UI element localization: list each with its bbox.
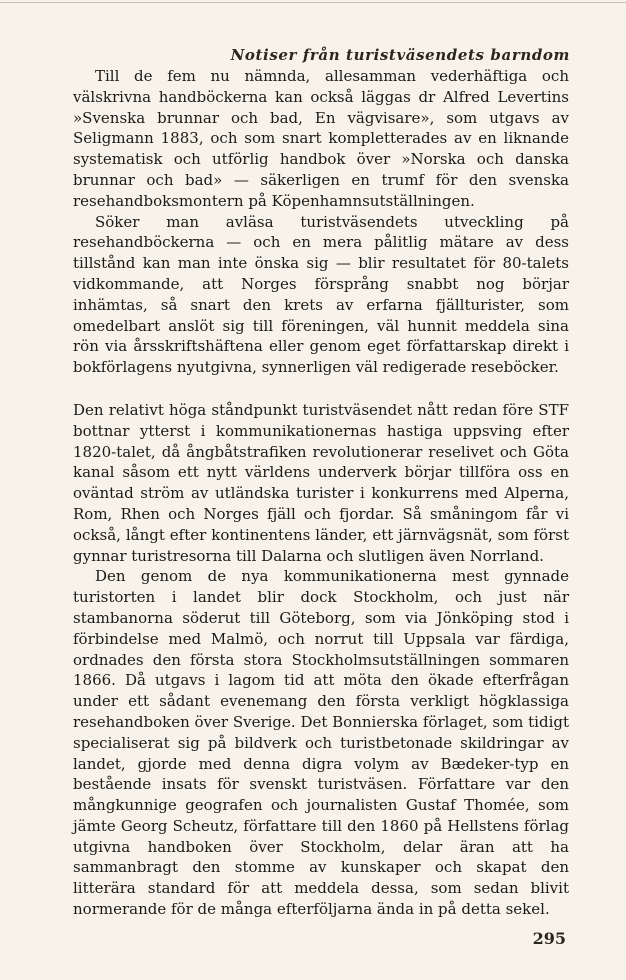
- page-number: 295: [532, 929, 566, 948]
- page-top-edge: [0, 2, 626, 3]
- paragraph-2: Söker man avläsa turistväsendets utveckling på resehandböckerna — och en mera pålitlig mätare av dess tillstånd kan man inte önska sig — blir resultatet för 80-talets vidkommande, att Norges försprång snabbt nog börjar inhämtas, så snart den krets av erfarna fjällturister, som omedelbart anslöt sig till föreningen, väl hunnit meddela sina rön via årsskriftshäftena eller genom eget författarskap direkt i bokförlagens nyutgivna, synnerligen väl redigerade reseböcker.: [73, 212, 569, 377]
- paragraph-3: Den relativt höga ståndpunkt turistväsendet nått redan före STF bottnar ytterst i kommunikationernas hastiga uppsving efter 1820-talet, då ångbåtstrafiken revolutionerar reselivet och Göta kanal såsom ett nytt världens underverk börjar tillföra oss en oväntad ström av utländska turister i konkurrens med Alperna, Rom, Rhen och Norges fjäll och fjordar. Så småningom får vi också, långt efter kontinentens länder, ett järnvägsnät, som först gynnar turistresorna till Dalarna och slutligen även Norrland.: [73, 400, 569, 565]
- running-head: Notiser från turistväsendets barndom: [230, 46, 570, 64]
- body-text: [73, 66, 569, 920]
- paragraph-4: Den genom de nya kommunikationerna mest gynnade turistorten i landet blir dock Stockholm, och just när stambanorna söderut till Göteborg, som via Jönköping stod i förbindelse med Malmö, och norrut till Uppsala var färdiga, ordnades den första stora Stockholmsutställningen sommaren 1866. Då utgavs i lagom tid att möta den ökade efterfrågan under ett sådant evenemang den första verkligt högklassiga resehandboken över Sverige. Det Bonnierska förlaget, som tidigt specialiserat sig på bildverk och turistbetonade skildringar av landet, gjorde med denna digra volym av Bædeker-typ en bestående insats för svenskt turistväsen. Författare var den mångkunnige geografen och journalisten Gustaf Thomée, som jämte Georg Scheutz, författare till den 1860 på Hellstens förlag utgivna handboken över Stockholm, delar äran att ha sammanbragt den stomme av kunskaper och skapat den litterära standard för att meddela dessa, som sedan blivit normerande för de många efterföljarna ända in på detta sekel.: [73, 567, 569, 919]
- paragraph-1: Till de fem nu nämnda, allesamman vederhäftiga och välskrivna handböckerna kan också läggas dr Alfred Levertins »Svenska brunnar och bad, En vägvisare», som utgavs av Seligmann 1883, och som snart kompletterades av en liknande systematisk och utförlig handbok över »Norska och danska brunnar och bad» — säkerligen en trumf för den svenska resehandboksmontern på Köpenhamnsutställningen.: [73, 67, 569, 210]
